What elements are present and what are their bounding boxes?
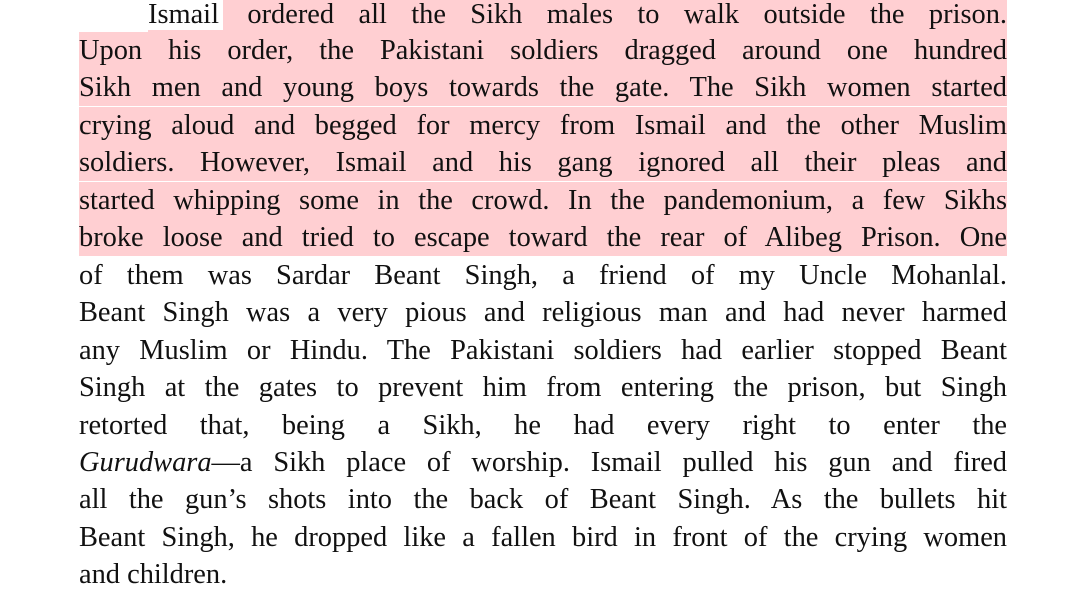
text-line-11: Singh at the gates to prevent him from entering the prison, but Singh xyxy=(79,372,1007,403)
text-line-9: Beant Singh was a very pious and religious man and had never harmed xyxy=(79,297,1007,328)
text-line-8: of them was Sardar Beant Singh, a friend of my Uncle Mohanlal. xyxy=(79,260,1007,291)
text-line-6: started whipping some in the crowd. In the pandemonium, a few Sikhs xyxy=(79,182,1007,219)
text-line-13 xyxy=(79,444,1007,481)
italic-term: Gurudwara xyxy=(79,447,212,478)
text-line-10: any Muslim or Hindu. The Pakistani soldiers had earlier stopped Beant xyxy=(79,335,1007,366)
unhighlighted-word: Ismail xyxy=(148,0,223,30)
text-line-3: Sikh men and young boys towards the gate. The Sikh women started xyxy=(79,69,1007,106)
text-line-14: all the gun’s shots into the back of Beant Singh. As the bullets hit xyxy=(79,484,1007,515)
text-line-1 xyxy=(79,0,1007,33)
text-line-4: crying aloud and begged for mercy from Ismail and the other Muslim xyxy=(79,107,1007,144)
text-line-16: and children. xyxy=(79,559,228,590)
text-line-15: Beant Singh, he dropped like a fallen bird in front of the crying women xyxy=(79,522,1007,553)
text-line-2: Upon his order, the Pakistani soldiers dragged around one hundred xyxy=(79,32,1007,69)
text-line-12: retorted that, being a Sikh, he had every right to enter the xyxy=(79,410,1007,441)
text-line-5: soldiers. However, Ismail and his gang ignored all their pleas and xyxy=(79,144,1007,181)
highlighted-text-start: ordered all the Sikh males to walk outside the prison. xyxy=(247,0,1007,30)
paragraph-indent xyxy=(79,0,148,33)
text-line-7: broke loose and tried to escape toward the rear of Alibeg Prison. One xyxy=(79,219,1007,256)
line-13-rest: —a Sikh place of worship. Ismail pulled his gun and fired xyxy=(211,447,1007,478)
